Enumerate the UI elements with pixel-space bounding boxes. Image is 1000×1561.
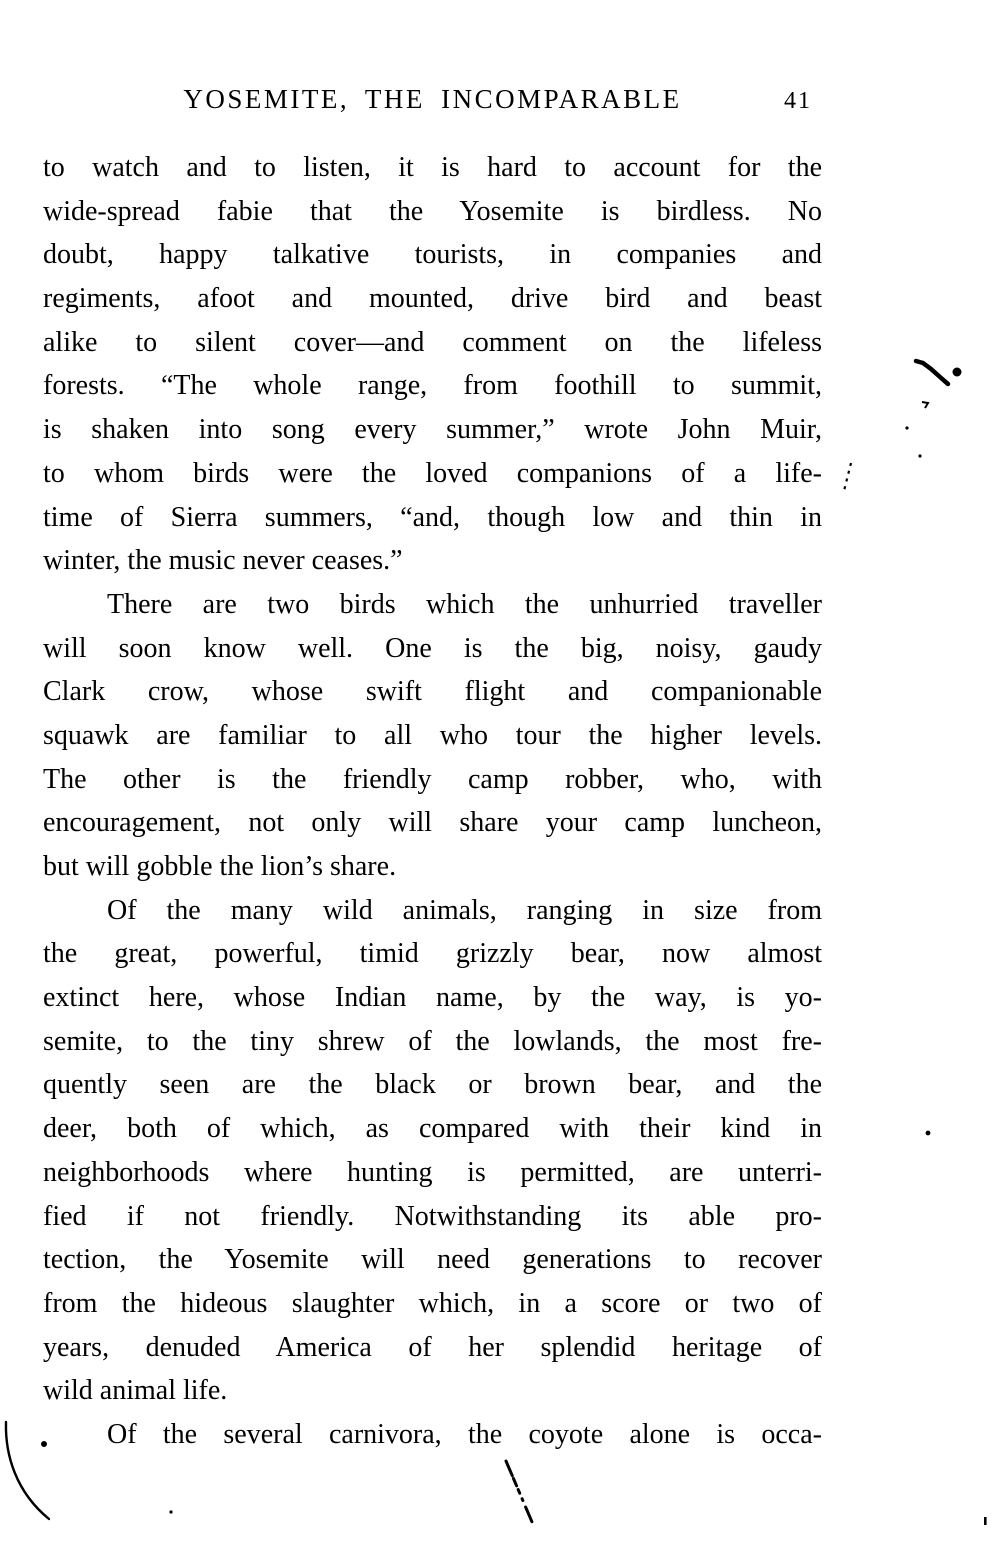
text-line: wide-spread fabie that the Yosemite is birdless. No [43, 195, 822, 227]
paragraph [43, 889, 822, 1413]
text-line: squawk are familiar to all who tour the higher levels. [43, 719, 822, 751]
text-line: to watch and to listen, it is hard to account for the [43, 152, 822, 183]
text-line: encouragement, not only will share your camp luncheon, [43, 807, 822, 839]
ink-speck-artifact [926, 1131, 931, 1136]
text-line: alike to silent cover—and comment on the lifeless [43, 326, 822, 358]
text-line: deer, both of which, as compared with their kind in [43, 1113, 822, 1145]
paragraph [43, 146, 822, 583]
text-line: Of the several carnivora, the coyote alone is occa- [107, 1418, 822, 1450]
running-header [43, 84, 822, 124]
text-line: semite, to the tiny shrew of the lowlands, the most fre- [43, 1025, 822, 1057]
ink-blob-artifact [953, 368, 962, 377]
text-line: but will gobble the lion’s share. [43, 851, 397, 882]
text-line: There are two birds which the unhurried traveller [107, 588, 822, 620]
text-line: tection, the Yosemite will need generations to recover [43, 1244, 822, 1276]
pen-stroke-artifact [916, 361, 948, 384]
text-line: doubt, happy talkative tourists, in companies and [43, 239, 822, 271]
text-line: fied if not friendly. Notwithstanding its able pro- [43, 1200, 822, 1232]
ink-speck-artifact [169, 1510, 172, 1513]
text-line: from the hideous slaughter which, in a score or two of [43, 1287, 822, 1319]
text-line: Of the many wild animals, ranging in size from [107, 894, 822, 926]
text-line: extinct here, whose Indian name, by the way, is yo- [43, 982, 822, 1014]
text-line: neighborhoods where hunting is permitted, are unterri- [43, 1156, 822, 1188]
ink-speck-artifact [984, 1517, 987, 1525]
text-line: The other is the friendly camp robber, who, with [43, 763, 822, 795]
ink-speck-artifact [922, 402, 928, 408]
text-line: forests. “The whole range, from foothill to summit, [43, 370, 822, 402]
text-line: the great, powerful, timid grizzly bear, now almost [43, 938, 822, 970]
text-line: years, denuded America of her splendid heritage of [43, 1331, 822, 1363]
body-text [43, 146, 822, 1457]
page-title: YOSEMITE, THE INCOMPARABLE [183, 84, 682, 114]
page-number: 41 [784, 88, 812, 114]
paragraph [43, 583, 822, 889]
text-line: wild animal life. [43, 1375, 228, 1407]
diagonal-scratch-artifact [506, 1461, 532, 1522]
paragraph [43, 1413, 822, 1457]
text-line: to whom birds were the loved companions of a life- [43, 457, 822, 489]
text-line: quently seen are the black or brown bear, and the [43, 1069, 822, 1101]
text-line: time of Sierra summers, “and, though low and thin in [43, 501, 822, 533]
scratch-artifact [844, 463, 851, 491]
text-line: will soon know well. One is the big, noisy, gaudy [43, 632, 822, 664]
ink-speck-artifact [905, 426, 908, 429]
text-line: is shaken into song every summer,” wrote John Muir, [43, 414, 822, 446]
text-line: Clark crow, whose swift flight and companionable [43, 676, 822, 708]
text-line: winter, the music never ceases.” [43, 545, 403, 577]
text-line: regiments, afoot and mounted, drive bird and beast [43, 283, 822, 315]
ink-speck-artifact [918, 454, 921, 457]
